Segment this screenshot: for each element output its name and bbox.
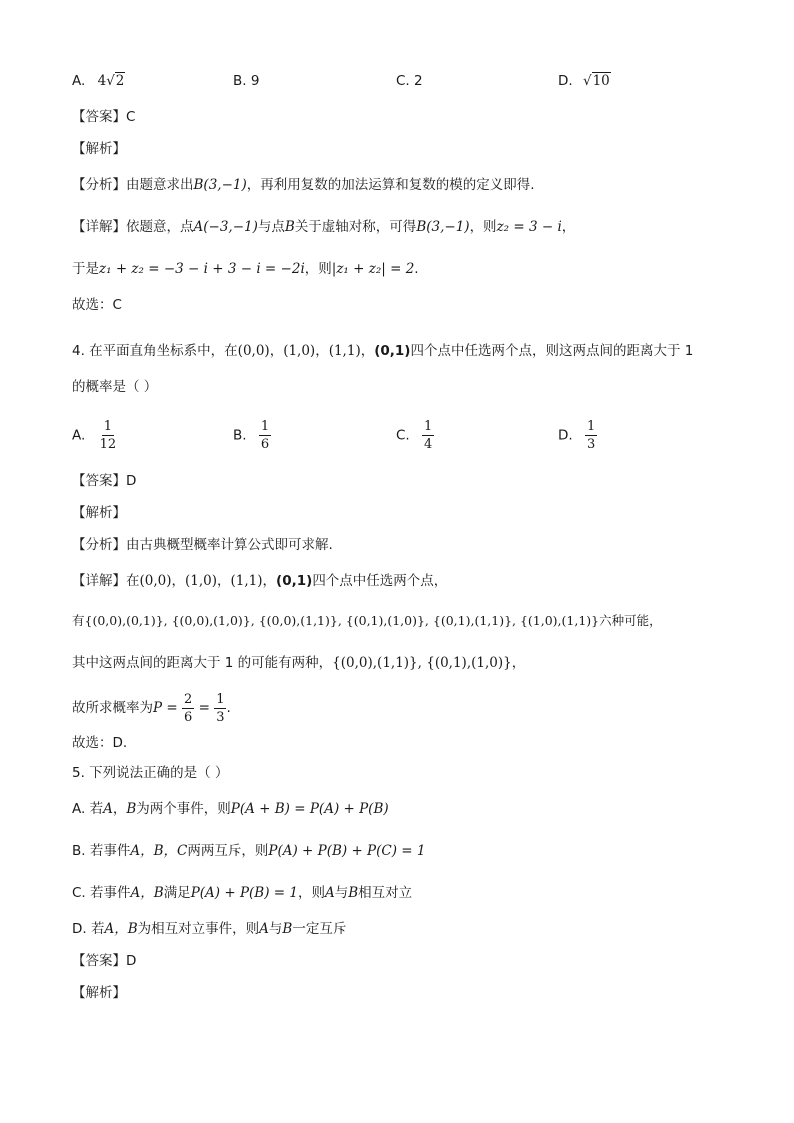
- math: A: [103, 801, 113, 817]
- q3-option-d: [558, 70, 611, 92]
- text: 故所求概率为: [72, 700, 153, 716]
- q4-fenxi: [72, 534, 734, 556]
- text: ，: [561, 219, 576, 235]
- math: A: [259, 921, 269, 937]
- math: B(3,−1): [193, 177, 247, 193]
- math: A(−3,−1): [193, 219, 258, 235]
- text: 由古典概型概率计算公式即可求解.: [126, 537, 333, 553]
- math: (1,1): [230, 573, 263, 589]
- q5-option-a: [72, 798, 734, 820]
- q3-conclusion: [72, 294, 734, 316]
- text: 于是: [72, 261, 99, 277]
- q5-stem: [72, 762, 734, 784]
- fraction: $\frac{1}{6}$: [260, 419, 270, 452]
- fenxi-tag: 【分析】: [72, 177, 126, 193]
- q4-stem-line1: [72, 340, 734, 362]
- fraction: $\frac{2}{6}$: [184, 691, 193, 725]
- math: z₁ + z₂ = −3 − i + 3 − i = −2i: [99, 261, 305, 277]
- equals: =: [162, 700, 182, 716]
- text: ，: [171, 573, 186, 589]
- math: P(A) + P(B) + P(C) = 1: [268, 843, 426, 859]
- math: A，B: [130, 885, 164, 901]
- equals: =: [194, 700, 215, 716]
- option-text: C. 2: [396, 73, 423, 89]
- answer-tag: 【答案】: [72, 473, 126, 489]
- text: ，则: [297, 885, 325, 901]
- q4-option-d: [558, 418, 597, 453]
- fraction: $\frac{1}{3}$: [586, 419, 596, 452]
- math: A，B: [104, 921, 138, 937]
- analysis-tag: 【解析】: [72, 141, 126, 157]
- text: 有: [72, 613, 85, 628]
- answer-value: D: [126, 953, 137, 969]
- text: ，: [315, 343, 329, 359]
- answer-tag: 【答案】: [72, 109, 126, 125]
- q4-probability: [72, 688, 734, 728]
- text: 两两互斥，则: [187, 843, 269, 859]
- q3-fenxi: [72, 174, 734, 196]
- option-letter: C.: [396, 427, 410, 444]
- option-text: B. 9: [233, 73, 260, 89]
- math: B: [126, 801, 137, 817]
- text: 为两个事件，则: [136, 801, 231, 817]
- text: 由题意求出: [126, 177, 194, 193]
- q4-option-c: [396, 418, 434, 453]
- math: B(3,−1): [416, 219, 470, 235]
- math: P(A + B) = P(A) + P(B): [230, 801, 389, 817]
- q3-option-a: [72, 70, 125, 92]
- text: D. 若: [72, 921, 105, 937]
- text: 与: [268, 921, 283, 937]
- q5-option-d: [72, 918, 734, 940]
- math: {(0,0),(1,1)}, {(0,1),(1,0)}: [332, 655, 512, 671]
- math: P: [153, 700, 163, 716]
- answer-tag: 【答案】: [72, 953, 126, 969]
- text: 故选：D.: [72, 735, 128, 751]
- answer-value: D: [126, 473, 137, 489]
- text: 故选：C: [72, 297, 122, 313]
- sqrt-radical: √2: [106, 73, 125, 89]
- text: A. 若: [72, 801, 104, 817]
- math: (1,0): [185, 573, 218, 589]
- text: 5. 下列说法正确的是（ ）: [72, 765, 229, 781]
- option-letter: D.: [558, 427, 573, 444]
- q4-option-a: [72, 418, 118, 453]
- text: 六种可能，: [599, 613, 662, 628]
- text: 四个点中任选两个点，: [312, 573, 448, 589]
- text: ，: [112, 801, 127, 817]
- math: P(A) + P(B) = 1: [190, 885, 298, 901]
- q5-option-c: [72, 882, 734, 904]
- fraction: $\frac{1}{12}$: [99, 419, 117, 452]
- q4-analysis-tag: [72, 502, 734, 524]
- text: ，: [360, 343, 375, 359]
- answer-value: C: [126, 109, 136, 125]
- text: 相互对立: [358, 885, 413, 901]
- math: {(0,0),(0,1)}, {(0,0),(1,0)}, {(0,0),(1,1)}, {(0,1),(1,0)}, {(0,1),(1,1)}, {(1,0),(1,1)}: [84, 613, 600, 628]
- text: ，则: [304, 261, 332, 277]
- q3-analysis-tag: [72, 138, 734, 160]
- text: ，: [262, 573, 277, 589]
- q4-answer: [72, 470, 734, 492]
- analysis-tag: 【解析】: [72, 985, 126, 1001]
- q3-detail-line2: [72, 258, 734, 280]
- q3-option-c: [396, 70, 423, 92]
- option-letter: D.: [558, 73, 573, 89]
- q4-list: [72, 610, 734, 632]
- option-value: 4: [97, 73, 107, 89]
- math: B: [284, 219, 295, 235]
- text: ，则: [469, 219, 497, 235]
- math: (0,1): [276, 573, 313, 589]
- q5-answer: [72, 950, 734, 972]
- detail-tag: 【详解】: [72, 219, 126, 235]
- q4-stem-line2: [72, 376, 734, 398]
- fenxi-tag: 【分析】: [72, 537, 126, 553]
- math: z₂ = 3 − i: [496, 219, 562, 235]
- option-letter: A.: [72, 427, 86, 444]
- text: 其中这两点间的距离大于 1 的可能有两种，: [72, 655, 333, 671]
- text: .: [414, 261, 419, 277]
- math: (0,0): [237, 343, 270, 359]
- q3-answer: [72, 106, 734, 128]
- q4-detail: [72, 570, 734, 592]
- math: B: [282, 921, 293, 937]
- sqrt-radical: √10: [582, 73, 610, 89]
- text: 在: [126, 573, 140, 589]
- q3-option-b: [233, 70, 259, 92]
- text: 与点: [257, 219, 285, 235]
- text: 关于虚轴对称，可得: [294, 219, 417, 235]
- math: (0,0): [139, 573, 172, 589]
- q5-analysis-tag: [72, 982, 734, 1004]
- text: 4. 在平面直角坐标系中，在: [72, 343, 238, 359]
- option-letter: B.: [233, 427, 247, 444]
- text: ，再利用复数的加法运算和复数的模的定义即得.: [246, 177, 535, 193]
- text: ，: [217, 573, 231, 589]
- q4-two-cases: [72, 652, 734, 674]
- math: |z₁ + z₂| = 2: [331, 261, 415, 277]
- math: (1,0): [283, 343, 316, 359]
- text: .: [226, 700, 231, 716]
- text: 满足: [163, 885, 191, 901]
- fraction: $\frac{1}{3}$: [216, 691, 225, 725]
- text: 一定互斥: [292, 921, 347, 937]
- math: A，B，C: [130, 843, 188, 859]
- q5-option-b: [72, 840, 734, 862]
- text: ，: [511, 655, 526, 671]
- q3-detail-line1: [72, 216, 734, 238]
- text: B. 若事件: [72, 843, 131, 859]
- math: (1,1): [328, 343, 361, 359]
- text: C. 若事件: [72, 885, 131, 901]
- text: ，: [269, 343, 284, 359]
- text: 的概率是（ ）: [72, 379, 158, 395]
- analysis-tag: 【解析】: [72, 505, 126, 521]
- text: 四个点中任选两个点，则这两点间的距离大于 1: [410, 343, 694, 359]
- text: 与: [334, 885, 349, 901]
- detail-tag: 【详解】: [72, 573, 126, 589]
- math: A: [324, 885, 335, 901]
- q4-option-b: [233, 418, 271, 453]
- fraction: $\frac{1}{4}$: [424, 419, 433, 452]
- option-letter: A.: [72, 73, 86, 89]
- q4-conclusion: [72, 732, 734, 754]
- text: 依题意，点: [126, 219, 194, 235]
- text: 为相互对立事件，则: [137, 921, 260, 937]
- math: (0,1): [374, 343, 411, 359]
- math: B: [348, 885, 359, 901]
